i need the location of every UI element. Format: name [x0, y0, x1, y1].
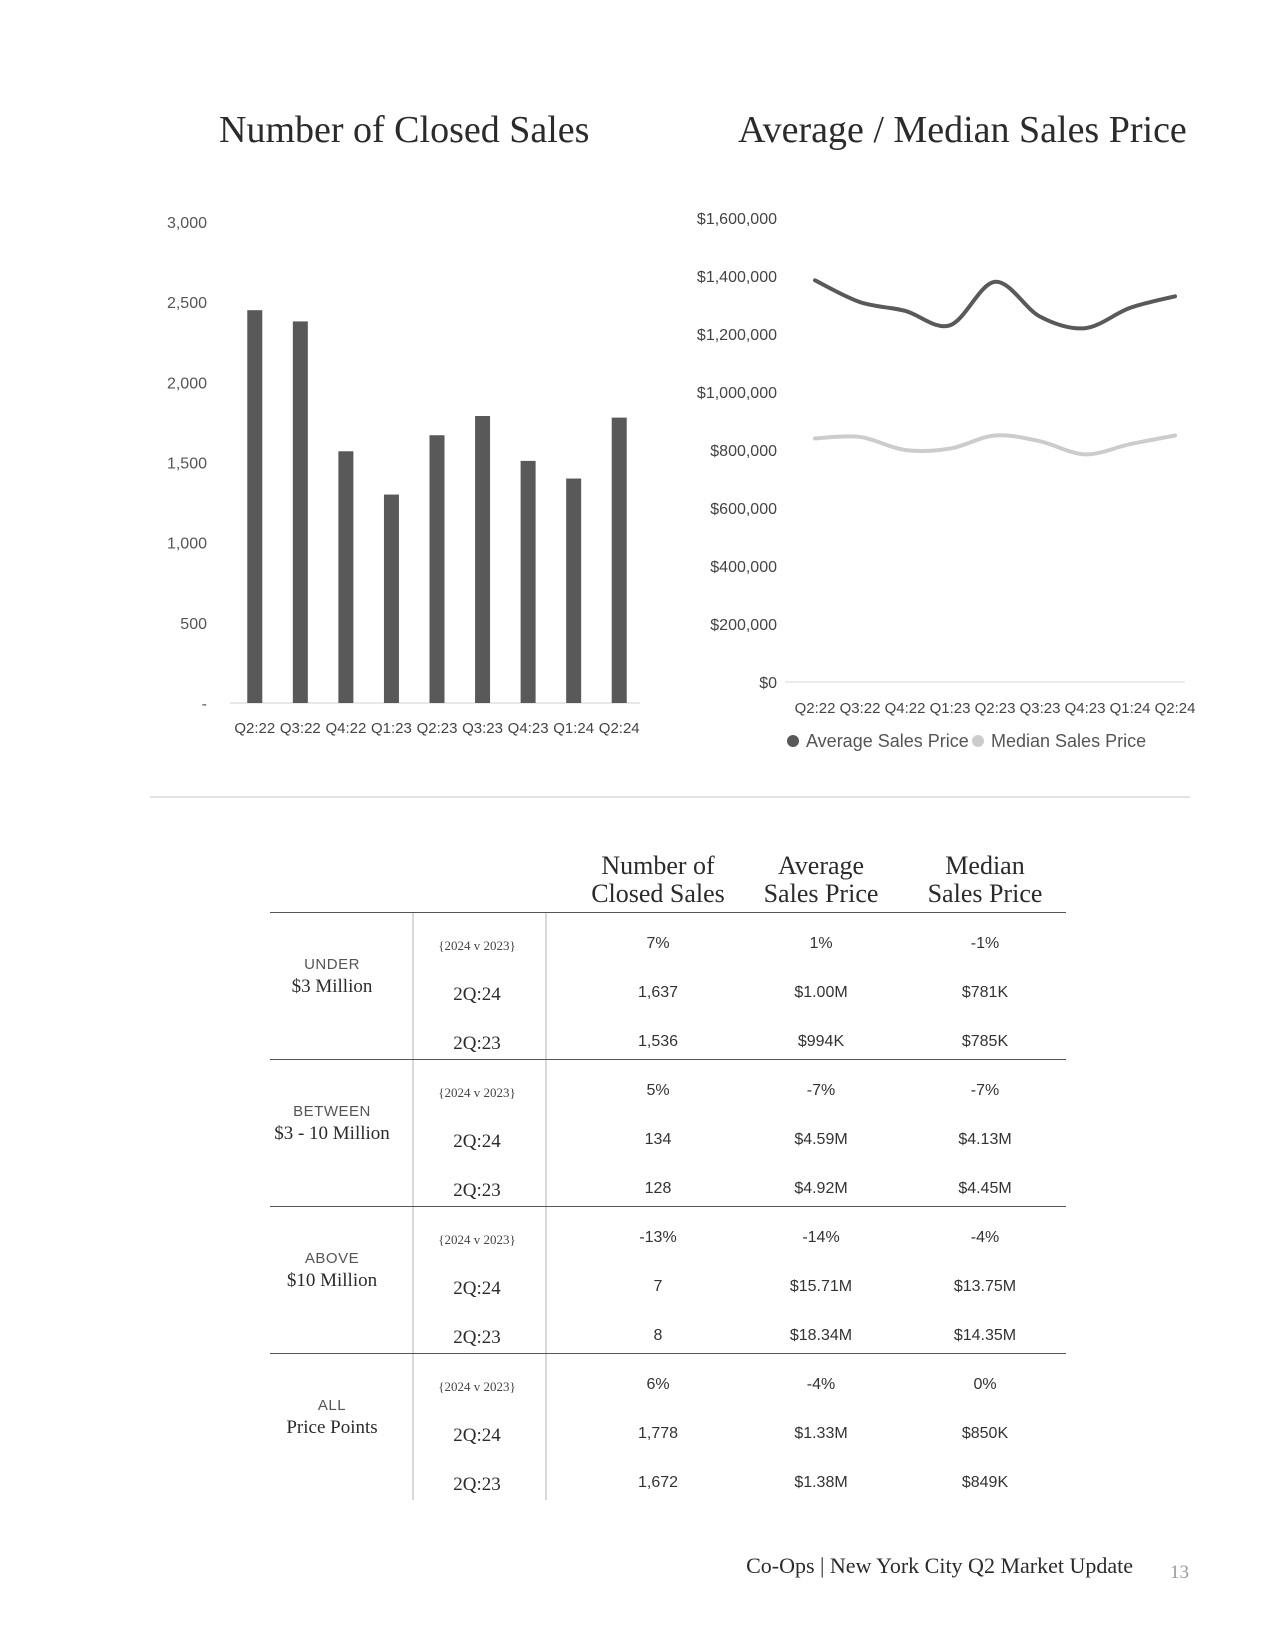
table-cell: 1,672: [637, 1474, 679, 1491]
table-cell: -4%: [806, 1376, 836, 1393]
bar-x-tick-label: Q3:23: [462, 720, 503, 737]
table-cell: $1.38M: [794, 1474, 848, 1491]
table-cell: -13%: [639, 1229, 677, 1246]
bar-x-tick-label: Q4:23: [507, 720, 549, 737]
table-cell: 0%: [973, 1376, 997, 1393]
line-x-tick-label: Q4:22: [884, 700, 926, 717]
table-cell: $1.00M: [794, 984, 848, 1001]
line-y-tick-label: $1,200,000: [696, 327, 777, 344]
bar-x-tick-label: Q2:23: [416, 720, 458, 737]
row-label: {2024 v 2023}: [438, 1085, 516, 1100]
bar: [338, 451, 353, 703]
bar-y-tick-label: 2,500: [166, 295, 207, 313]
group-rule: [270, 912, 1066, 913]
group-rule: [270, 1206, 1066, 1207]
table-cell: 134: [644, 1131, 672, 1148]
bar-y-tick-label: 1,500: [166, 455, 207, 473]
group-label-small: ALL: [317, 1396, 347, 1414]
column-header: Average Sales Price: [763, 851, 879, 908]
legend-marker: [972, 735, 984, 747]
line-y-tick-label: $1,400,000: [696, 269, 777, 286]
line-chart-title: Average / Median Sales Price: [738, 109, 1187, 151]
table-cell: 8: [653, 1327, 663, 1344]
table-cell: -4%: [970, 1229, 1000, 1246]
line-y-tick-label: $600,000: [710, 501, 777, 518]
section-divider: [150, 796, 1190, 798]
line-x-tick-label: Q1:24: [1109, 700, 1151, 717]
table-cell: $13.75M: [953, 1278, 1017, 1295]
group-label-main: $10 Million: [286, 1269, 378, 1291]
line-x-tick-label: Q1:23: [929, 700, 971, 717]
footer-text: Co-Ops | New York City Q2 Market Update: [746, 1553, 1133, 1578]
bar-x-tick-label: Q1:23: [371, 720, 412, 737]
legend-label: Average Sales Price: [806, 731, 969, 751]
closed-sales-bar-chart: [150, 200, 650, 750]
row-label: 2Q:24: [453, 1131, 501, 1152]
table-cell: $4.59M: [794, 1131, 848, 1148]
bar-x-tick-label: Q4:22: [325, 720, 367, 737]
table-cell: -14%: [802, 1229, 840, 1246]
table-cell: 128: [644, 1180, 672, 1197]
table-cell: $994K: [797, 1033, 845, 1050]
bar-y-tick-label: -: [201, 696, 207, 713]
bar: [384, 495, 399, 703]
group-rule: [270, 1059, 1066, 1060]
table-cell: $850K: [961, 1425, 1009, 1442]
table-cell: 6%: [646, 1376, 670, 1393]
group-rule: [270, 1353, 1066, 1354]
line-x-tick-label: Q3:23: [1019, 700, 1061, 717]
group-label-small: BETWEEN: [293, 1102, 371, 1120]
table-cell: 5%: [646, 1082, 670, 1099]
line-x-tick-label: Q4:23: [1064, 700, 1106, 717]
line-y-tick-label: $1,000,000: [696, 385, 777, 402]
row-label: {2024 v 2023}: [438, 1232, 516, 1247]
page-number: 13: [1170, 1562, 1189, 1583]
line-x-tick-label: Q3:22: [839, 700, 881, 717]
line-y-tick-label: $1,600,000: [696, 211, 777, 228]
table-cell: 1,778: [637, 1425, 679, 1442]
table-cell: $15.71M: [789, 1278, 853, 1295]
line-x-tick-label: Q2:23: [974, 700, 1016, 717]
bar-x-tick-label: Q3:22: [279, 720, 321, 737]
bar: [475, 416, 490, 703]
bar: [566, 479, 581, 703]
bar-y-tick-label: 1,000: [166, 535, 207, 553]
table-cell: 1,536: [637, 1033, 679, 1050]
bar-y-tick-label: 500: [180, 615, 207, 633]
table-cell: $18.34M: [789, 1327, 853, 1344]
legend-marker: [787, 735, 799, 747]
table-cell: $849K: [961, 1474, 1009, 1491]
table-cell: -7%: [806, 1082, 836, 1099]
table-cell: $4.45M: [958, 1180, 1012, 1197]
line-y-tick-label: $200,000: [710, 617, 777, 634]
table-cell: 1%: [809, 935, 833, 952]
table-cell: $4.13M: [958, 1131, 1012, 1148]
table-cell: $4.92M: [794, 1180, 848, 1197]
row-label: 2Q:24: [453, 1278, 501, 1299]
bar: [293, 321, 308, 703]
bar-chart-title: Number of Closed Sales: [219, 109, 590, 151]
table-cell: -1%: [970, 935, 1000, 952]
row-label: 2Q:24: [453, 1425, 501, 1446]
average-price-line: [815, 280, 1175, 328]
group-label-main: Price Points: [286, 1416, 378, 1438]
median-price-line: [815, 435, 1175, 454]
row-label: 2Q:23: [453, 1180, 501, 1201]
bar-y-tick-label: 3,000: [166, 215, 207, 232]
group-label-small: ABOVE: [304, 1249, 360, 1267]
bar: [612, 418, 627, 703]
line-y-tick-label: $800,000: [710, 443, 777, 460]
line-x-tick-label: Q2:24: [1154, 700, 1196, 717]
legend-label: Median Sales Price: [991, 731, 1147, 751]
line-y-tick-label: $0: [759, 675, 777, 692]
group-label-main: $3 Million: [291, 975, 373, 997]
table-cell: $785K: [961, 1033, 1009, 1050]
row-label: {2024 v 2023}: [438, 1379, 516, 1394]
line-x-tick-label: Q2:22: [794, 700, 836, 717]
bar-x-tick-label: Q2:22: [234, 720, 276, 737]
group-label-main: $3 - 10 Million: [274, 1122, 390, 1144]
table-cell: -7%: [970, 1082, 1000, 1099]
table-cell: 1,637: [637, 984, 679, 1001]
bar: [247, 310, 262, 703]
line-y-tick-label: $400,000: [710, 559, 777, 576]
group-label-small: UNDER: [304, 955, 360, 973]
table-cell: $781K: [961, 984, 1009, 1001]
price-line-chart: [696, 200, 1196, 760]
row-label: 2Q:23: [453, 1033, 501, 1054]
table-cell: 7: [653, 1278, 663, 1295]
table-cell: 7%: [646, 935, 670, 952]
bar: [521, 461, 536, 703]
table-cell: $14.35M: [953, 1327, 1017, 1344]
column-header: Median Sales Price: [927, 851, 1043, 908]
row-label: {2024 v 2023}: [438, 938, 516, 953]
column-header: Number of Closed Sales: [591, 851, 725, 908]
row-label: 2Q:24: [453, 984, 501, 1005]
bar-x-tick-label: Q1:24: [553, 720, 595, 737]
table-cell: $1.33M: [794, 1425, 848, 1442]
bar: [430, 435, 445, 703]
bar-x-tick-label: Q2:24: [598, 720, 640, 737]
row-label: 2Q:23: [453, 1327, 501, 1348]
bar-y-tick-label: 2,000: [166, 375, 207, 393]
row-label: 2Q:23: [453, 1474, 501, 1495]
